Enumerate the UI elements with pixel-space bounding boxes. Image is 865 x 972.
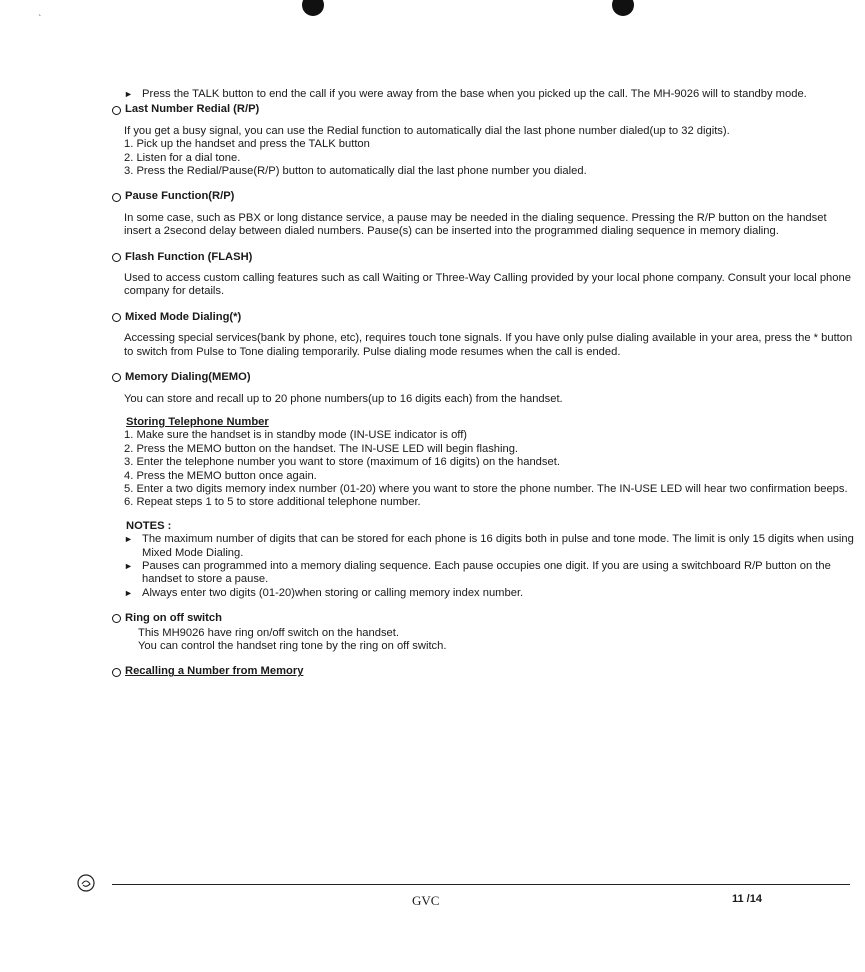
list-item: 2. Press the MEMO button on the handset. The IN-USE LED will begin flashing. xyxy=(124,442,519,455)
page-number: 11 /14 xyxy=(732,893,762,905)
notes-heading: NOTES : xyxy=(126,519,172,532)
note-item xyxy=(112,587,857,600)
section-title: Recalling a Number from Memory xyxy=(125,665,304,678)
arrow-bullet-icon: ► xyxy=(124,560,133,571)
redial-paragraph: If you get a busy signal, you can use the Redial function to automatically dial the last phone number dialed(up to 32 digits). xyxy=(124,124,730,137)
list-item: 2. Listen for a dial tone. xyxy=(124,151,241,164)
flash-paragraph: Used to access custom calling features such as call Waiting or Three-Way Calling provided by your local phone company. Consult your local phone company for details. xyxy=(124,272,851,298)
section-title: Last Number Redial (R/P) xyxy=(125,103,260,116)
note-item xyxy=(112,533,857,560)
list-item: 3. Enter the telephone number you want to store (maximum of 16 digits) on the handset. xyxy=(124,456,560,469)
corner-logo-icon xyxy=(76,872,98,894)
storing-steps xyxy=(124,429,857,509)
arrow-bullet-icon: ► xyxy=(124,587,133,598)
circle-marker-icon xyxy=(112,313,121,322)
arrow-bullet-icon: ► xyxy=(124,534,133,545)
storing-heading: Storing Telephone Number xyxy=(126,415,269,428)
note-text: The maximum number of digits that can be stored for each phone is 16 digits both in pulse and tone mode. The limit is only 15 digits when using Mixed Mode Dialing. xyxy=(142,533,854,559)
section-heading-flash xyxy=(112,251,857,264)
section-heading-mixed xyxy=(112,311,857,324)
pause-paragraph: In some case, such as PBX or long distance service, a pause may be needed in the dialing sequence. Pressing the R/P button on the handset insert a 2second delay between dialed numbers. Pause(s) can be inserted into the programmed dialing sequence in memory dialing. xyxy=(124,211,827,238)
list-item: 5. Enter a two digits memory index number (01-20) where you want to store the phone number. The IN-USE LED will hear two confirmation beeps. xyxy=(124,482,848,495)
section-title: Mixed Mode Dialing(*) xyxy=(125,310,242,323)
ring-line: You can control the handset ring tone by the ring on off switch. xyxy=(138,640,447,652)
section-heading-recall xyxy=(112,665,857,678)
section-heading-ring xyxy=(112,612,857,625)
memory-paragraph: You can store and recall up to 20 phone numbers(up to 16 digits each) from the handset. xyxy=(124,392,563,405)
section-title: Flash Function (FLASH) xyxy=(125,250,253,263)
section-heading-memory xyxy=(112,371,857,384)
page-content xyxy=(112,88,857,687)
circle-marker-icon xyxy=(112,373,121,382)
note-text: Always enter two digits (01-20)when storing or calling memory index number. xyxy=(142,586,524,599)
list-item: 1. Make sure the handset is in standby mode (IN-USE indicator is off) xyxy=(124,429,468,442)
circle-marker-icon xyxy=(112,253,121,262)
intro-bullet-text: Press the TALK button to end the call if you were away from the base when you picked up the call. The MH-9026 will to standby mode. xyxy=(142,88,807,100)
list-item: 4. Press the MEMO button once again. xyxy=(124,469,317,482)
circle-marker-icon xyxy=(112,193,121,202)
ring-line: This MH9026 have ring on/off switch on the handset. xyxy=(138,626,399,639)
section-heading-pause xyxy=(112,190,857,203)
binder-hole-left xyxy=(302,0,324,16)
section-heading-redial xyxy=(112,103,857,116)
list-item: 6. Repeat steps 1 to 5 to store additional telephone number. xyxy=(124,496,421,509)
section-title: Pause Function(R/P) xyxy=(125,190,235,203)
circle-marker-icon xyxy=(112,614,121,623)
footer-rule xyxy=(112,884,850,885)
mixed-paragraph: Accessing special services(bank by phone, etc), requires touch tone signals. If you have only pulse dialing available in your area, press the * button to switch from Pulse to Tone dialing temporarily. Pulse dialing mode resumes when the call is ended. xyxy=(124,332,853,358)
section-title: Memory Dialing(MEMO) xyxy=(125,371,251,384)
circle-marker-icon xyxy=(112,106,121,115)
binder-hole-right xyxy=(612,0,634,16)
note-text: Pauses can programmed into a memory dialing sequence. Each pause occupies one digit. If you are using a switchboard R/P button on the handset to store a pause. xyxy=(142,559,831,586)
circle-marker-icon xyxy=(112,668,121,677)
list-item: 3. Press the Redial/Pause(R/P) button to automatically dial the last phone number you dialed. xyxy=(124,165,587,178)
footer-brand: GVC xyxy=(412,893,440,908)
note-item xyxy=(112,560,857,587)
intro-bullet xyxy=(112,88,857,101)
list-item: 1. Pick up the handset and press the TALK button xyxy=(124,138,370,151)
arrow-bullet-icon: ► xyxy=(124,89,133,99)
redial-steps xyxy=(124,138,857,178)
scan-speck: ` xyxy=(38,14,42,25)
section-title: Ring on off switch xyxy=(125,612,222,625)
